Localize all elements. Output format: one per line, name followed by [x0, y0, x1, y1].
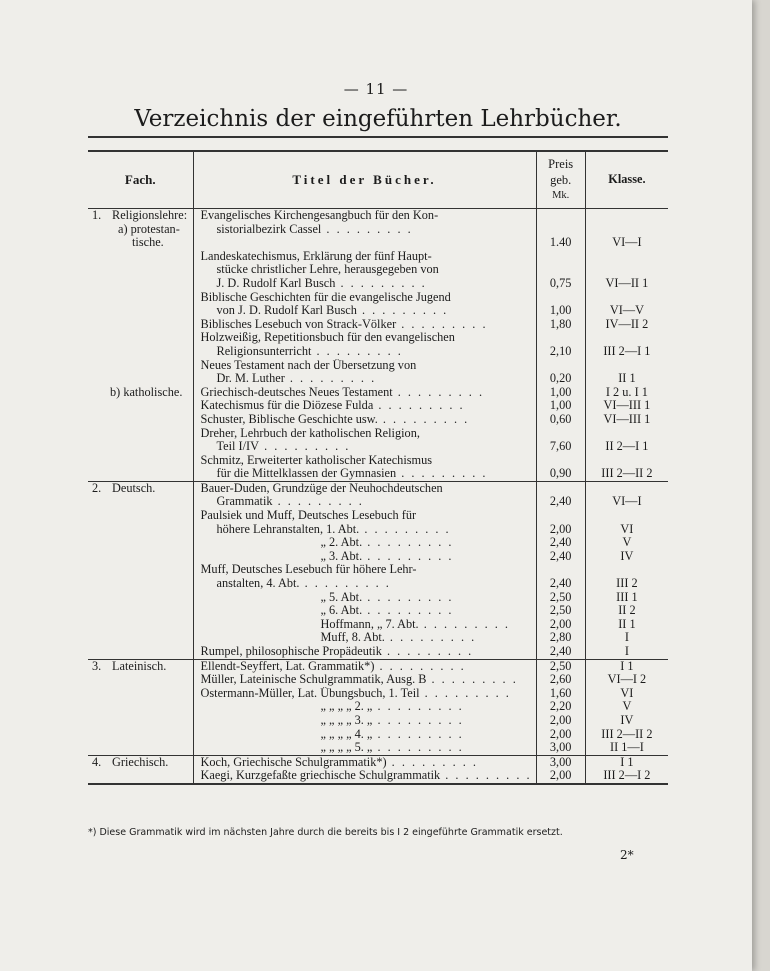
- book-title-line: „ „ „ „ 5. „ . . .: [201, 741, 532, 755]
- page-title: Verzeichnis der eingeführten Lehrbücher.: [134, 106, 622, 132]
- price-cell: 2,50: [536, 659, 585, 673]
- fach-cell: [88, 591, 193, 605]
- klasse-cell: I: [585, 631, 668, 645]
- price-cell: 1,00: [536, 291, 585, 318]
- fach-cell: [88, 427, 193, 454]
- table-row: [88, 427, 668, 454]
- book-title-line: „ 5. Abt. . . .: [201, 591, 532, 605]
- fach-cell: [88, 618, 193, 632]
- table-row: [88, 741, 668, 755]
- titel-cell: [193, 550, 536, 564]
- book-title-line: J. D. Rudolf Karl Busch . . .: [201, 277, 532, 291]
- table-row: [88, 550, 668, 564]
- title-rule: [88, 136, 668, 138]
- table-row: [88, 673, 668, 687]
- header-klasse: Klasse.: [585, 151, 668, 209]
- book-title-line: Kaegi, Kurzgefaßte griechische Schulgrammatik . . .: [201, 769, 532, 783]
- price-cell: 1,00: [536, 399, 585, 413]
- fach-cell: [88, 209, 193, 250]
- book-title-line: „ „ „ „ 3. „ . . .: [201, 714, 532, 728]
- klasse-cell: III 1: [585, 591, 668, 605]
- book-title: [198, 673, 532, 687]
- table-row: [88, 604, 668, 618]
- book-title-line: Teil I/IV . . .: [201, 440, 532, 454]
- table-row: [88, 250, 668, 291]
- table-header-row: [88, 151, 668, 209]
- price-cell: 2,00: [536, 728, 585, 742]
- fach-label: Lateinisch.: [112, 658, 167, 673]
- table-row: [88, 659, 668, 673]
- book-title: [198, 399, 532, 413]
- table-row: [88, 481, 668, 509]
- price-cell: 2,00: [536, 618, 585, 632]
- book-title: [198, 728, 532, 742]
- klasse-cell: III 2—I 1: [585, 331, 668, 358]
- price-cell: 2,40: [536, 563, 585, 590]
- book-title-line: Muff, Deutsches Lesebuch für höhere Lehr-: [200, 563, 417, 577]
- book-title-line: Müller, Lateinische Schulgrammatik, Ausg. B . . .: [201, 673, 532, 687]
- titel-cell: [193, 331, 536, 358]
- book-title-line: Katechismus für die Diözese Fulda . . .: [201, 399, 532, 413]
- titel-cell: [193, 291, 536, 318]
- book-title: [198, 318, 532, 332]
- fach-cell: [88, 536, 193, 550]
- fach-cell: [88, 604, 193, 618]
- book-title-line: Grammatik . . .: [201, 495, 532, 509]
- table-row: [88, 454, 668, 482]
- price-cell: 3,00: [536, 755, 585, 769]
- fach-cell: [88, 687, 193, 701]
- klasse-cell: VI—III 1: [585, 413, 668, 427]
- klasse-cell: V: [585, 700, 668, 714]
- fach-cell: [88, 318, 193, 332]
- section-number: 4.: [92, 754, 102, 769]
- book-title-line: höhere Lehranstalten, 1. Abt. . . .: [201, 523, 532, 537]
- fach-cell: [88, 728, 193, 742]
- footnote: *) Diese Grammatik wird im nächsten Jahre durch die bereits bis I 2 eingeführte Grammatik ersetzt.: [88, 827, 563, 838]
- price-cell: 1.40: [536, 209, 585, 250]
- klasse-cell: II 1: [585, 359, 668, 386]
- book-title: [198, 563, 532, 590]
- price-cell: 3,00: [536, 741, 585, 755]
- book-title-line: Biblische Geschichten für die evangelische Jugend: [200, 290, 451, 304]
- book-title-line: Rumpel, philosophische Propädeutik . . .: [201, 645, 532, 659]
- price-cell: 1,00: [536, 386, 585, 400]
- book-title-line: für die Mittelklassen der Gymnasien . . .: [201, 467, 532, 481]
- header-titel: Titel der Bücher.: [193, 151, 536, 209]
- book-title-line: Landeskatechismus, Erklärung der fünf Haupt-: [200, 249, 432, 263]
- price-cell: 2,40: [536, 550, 585, 564]
- klasse-cell: IV: [585, 714, 668, 728]
- book-title-line: Muff, 8. Abt. . . .: [201, 631, 532, 645]
- book-title-line: sistorialbezirk Cassel . . .: [201, 223, 532, 237]
- klasse-cell: VI: [585, 509, 668, 536]
- klasse-cell: VI: [585, 687, 668, 701]
- section-number: 3.: [92, 658, 102, 673]
- titel-cell: [193, 209, 536, 250]
- fach-cell: [88, 550, 193, 564]
- price-cell: 2,00: [536, 769, 585, 784]
- fach-sublabel: tische.: [132, 235, 164, 250]
- titel-cell: [193, 399, 536, 413]
- titel-cell: [193, 386, 536, 400]
- klasse-cell: VI—I 2: [585, 673, 668, 687]
- klasse-cell: V: [585, 536, 668, 550]
- table-row: [88, 769, 668, 784]
- book-title-line: „ 2. Abt. . . .: [201, 536, 532, 550]
- klasse-cell: I 1: [585, 755, 668, 769]
- fach-cell: [88, 481, 193, 509]
- klasse-cell: III 2—I 2: [585, 769, 668, 784]
- fach-cell: [88, 454, 193, 482]
- book-title-line: Schmitz, Erweiterter katholischer Katechismus: [200, 453, 433, 467]
- book-title: [198, 427, 532, 454]
- titel-cell: [193, 604, 536, 618]
- book-title: [198, 536, 532, 550]
- book-title: [198, 714, 532, 728]
- fach-cell: [88, 659, 193, 673]
- book-title: [198, 618, 532, 632]
- price-cell: 0,75: [536, 250, 585, 291]
- table-row: [88, 359, 668, 386]
- book-title-line: Paulsiek und Muff, Deutsches Lesebuch für: [200, 509, 417, 523]
- table-row: [88, 563, 668, 590]
- fach-cell: [88, 291, 193, 318]
- book-title-line: Schuster, Biblische Geschichte usw. . . .: [201, 413, 532, 427]
- fach-label: Deutsch.: [112, 480, 156, 495]
- header-preis-line1: Preis: [548, 157, 574, 171]
- titel-cell: [193, 618, 536, 632]
- price-cell: 7,60: [536, 427, 585, 454]
- header-preis-line2: geb.: [550, 173, 572, 187]
- klasse-cell: II 2—I 1: [585, 427, 668, 454]
- klasse-cell: VI—III 1: [585, 399, 668, 413]
- fach-cell: [88, 631, 193, 645]
- book-title: [198, 604, 532, 618]
- klasse-cell: II 1: [585, 618, 668, 632]
- book-title: [198, 645, 532, 659]
- klasse-cell: II 1—I: [585, 741, 668, 755]
- titel-cell: [193, 591, 536, 605]
- fach-label-katholisch: b) katholische.: [110, 384, 183, 399]
- book-title-line: „ „ „ „ 4. „ . . .: [201, 728, 532, 742]
- header-preis-unit: Mk.: [552, 190, 570, 201]
- book-title: [198, 209, 532, 236]
- book-title: [198, 550, 532, 564]
- book-title-line: Hoffmann, „ 7. Abt. . . .: [201, 618, 532, 632]
- klasse-cell: III 2: [585, 563, 668, 590]
- titel-cell: [193, 563, 536, 590]
- titel-cell: [193, 250, 536, 291]
- price-cell: 2,40: [536, 536, 585, 550]
- price-cell: 2,00: [536, 509, 585, 536]
- book-title-line: Religionsunterricht . . .: [201, 345, 532, 359]
- fach-cell: [88, 359, 193, 386]
- price-cell: 2,60: [536, 673, 585, 687]
- fach-cell: [88, 714, 193, 728]
- header-preis: [536, 151, 585, 209]
- book-title-line: Dreher, Lehrbuch der katholischen Religion,: [200, 426, 420, 440]
- price-cell: 2,50: [536, 604, 585, 618]
- fach-cell: [88, 645, 193, 659]
- book-title-line: „ „ „ „ 2. „ . . .: [201, 700, 532, 714]
- book-title-line: Ostermann-Müller, Lat. Übungsbuch, 1. Teil . . .: [201, 687, 532, 701]
- book-title: [198, 482, 532, 509]
- book-title: [198, 386, 532, 400]
- price-cell: 0,20: [536, 359, 585, 386]
- titel-cell: [193, 454, 536, 482]
- book-title: [198, 509, 532, 536]
- fach-cell: [88, 769, 193, 784]
- book-title: [198, 631, 532, 645]
- klasse-cell: VI—II 1: [585, 250, 668, 291]
- klasse-cell: II 2: [585, 604, 668, 618]
- section-number: 1.: [92, 208, 102, 222]
- book-title-line: Evangelisches Kirchengesangbuch für den Kon-: [200, 209, 439, 222]
- book-title: [198, 291, 532, 318]
- book-title: [198, 769, 532, 783]
- book-title: [198, 700, 532, 714]
- price-cell: 2,80: [536, 631, 585, 645]
- table-row: [88, 645, 668, 659]
- klasse-cell: III 2—II 2: [585, 728, 668, 742]
- klasse-cell: I: [585, 645, 668, 659]
- fach-cell: [88, 413, 193, 427]
- fach-cell: [88, 755, 193, 769]
- table-row: [88, 714, 668, 728]
- book-title-line: Holzweißig, Repetitionsbuch für den evangelischen: [200, 331, 455, 345]
- table-row: [88, 399, 668, 413]
- price-cell: 0,90: [536, 454, 585, 482]
- table-row: [88, 318, 668, 332]
- book-title: [198, 413, 532, 427]
- price-cell: 0,60: [536, 413, 585, 427]
- price-cell: 2,20: [536, 700, 585, 714]
- titel-cell: [193, 413, 536, 427]
- price-cell: 2,40: [536, 481, 585, 509]
- table-row: [88, 386, 668, 400]
- titel-cell: [193, 728, 536, 742]
- book-title-line: „ 3. Abt. . . .: [201, 550, 532, 564]
- table-row: [88, 591, 668, 605]
- titel-cell: [193, 659, 536, 673]
- table-row: [88, 631, 668, 645]
- table-row: [88, 618, 668, 632]
- titel-cell: [193, 714, 536, 728]
- titel-cell: [193, 645, 536, 659]
- klasse-cell: III 2—II 2: [585, 454, 668, 482]
- book-title-line: anstalten, 4. Abt. . . .: [201, 577, 532, 591]
- fach-cell: [88, 509, 193, 536]
- table-row: [88, 331, 668, 358]
- book-title-line: Bauer-Duden, Grundzüge der Neuhochdeutschen: [200, 481, 443, 495]
- price-cell: 2,50: [536, 591, 585, 605]
- table-row: [88, 700, 668, 714]
- fach-sublabel: a) protestan-: [118, 221, 180, 236]
- book-title: [198, 359, 532, 386]
- titel-cell: [193, 755, 536, 769]
- klasse-cell: VI—I: [585, 209, 668, 250]
- klasse-cell: I 2 u. I 1: [585, 386, 668, 400]
- book-title: [198, 591, 532, 605]
- book-title-line: Koch, Griechische Schulgrammatik*) . . .: [201, 756, 532, 770]
- book-title: [198, 741, 532, 755]
- book-title-line: Neues Testament nach der Übersetzung von: [200, 358, 417, 372]
- book-title-line: Ellendt-Seyffert, Lat. Grammatik*) . . .: [201, 660, 532, 674]
- fach-cell: [88, 331, 193, 358]
- book-title: [198, 756, 532, 770]
- fach-cell: [88, 399, 193, 413]
- titel-cell: [193, 741, 536, 755]
- titel-cell: [193, 318, 536, 332]
- book-title-line: stücke christlicher Lehre, herausgegeben von: [216, 263, 439, 277]
- book-title-line: „ 6. Abt. . . .: [201, 604, 532, 618]
- table-row: [88, 291, 668, 318]
- klasse-cell: IV—II 2: [585, 318, 668, 332]
- titel-cell: [193, 769, 536, 784]
- table-row: [88, 536, 668, 550]
- page-number: — 11 —: [343, 80, 409, 98]
- fach-cell: [88, 250, 193, 291]
- titel-cell: [193, 700, 536, 714]
- price-cell: 2,10: [536, 331, 585, 358]
- price-cell: 1,80: [536, 318, 585, 332]
- signature-mark: 2*: [620, 848, 634, 862]
- book-title-line: Dr. M. Luther . . .: [201, 372, 532, 386]
- fach-cell: [88, 673, 193, 687]
- header-fach: Fach.: [88, 151, 193, 209]
- titel-cell: [193, 427, 536, 454]
- klasse-cell: I 1: [585, 659, 668, 673]
- titel-cell: [193, 631, 536, 645]
- price-cell: 2,00: [536, 714, 585, 728]
- table-row: [88, 209, 668, 250]
- book-title-line: Griechisch-deutsches Neues Testament . . .: [201, 386, 532, 400]
- klasse-cell: VI—I: [585, 481, 668, 509]
- section-number: 2.: [92, 480, 102, 495]
- klasse-cell: VI—V: [585, 291, 668, 318]
- textbook-table: [88, 150, 668, 785]
- titel-cell: [193, 359, 536, 386]
- fach-label: Griechisch.: [112, 754, 169, 769]
- table-row: [88, 413, 668, 427]
- book-title: [198, 250, 532, 291]
- titel-cell: [193, 509, 536, 536]
- titel-cell: [193, 673, 536, 687]
- book-title-line: Biblisches Lesebuch von Strack-Völker . . .: [201, 318, 532, 332]
- titel-cell: [193, 481, 536, 509]
- price-cell: 1,60: [536, 687, 585, 701]
- table-row: [88, 728, 668, 742]
- fach-cell: [88, 563, 193, 590]
- fach-cell: [88, 386, 193, 400]
- book-title: [198, 331, 532, 358]
- klasse-cell: IV: [585, 550, 668, 564]
- fach-cell: [88, 741, 193, 755]
- fach-label: Religionslehre:: [112, 208, 188, 222]
- table-row: [88, 509, 668, 536]
- table-row: [88, 755, 668, 769]
- titel-cell: [193, 536, 536, 550]
- titel-cell: [193, 687, 536, 701]
- price-cell: 2,40: [536, 645, 585, 659]
- book-title-line: von J. D. Rudolf Karl Busch . . .: [201, 304, 532, 318]
- book-title: [198, 660, 532, 674]
- book-title: [198, 454, 532, 481]
- book-title: [198, 687, 532, 701]
- table-row: [88, 687, 668, 701]
- fach-cell: [88, 700, 193, 714]
